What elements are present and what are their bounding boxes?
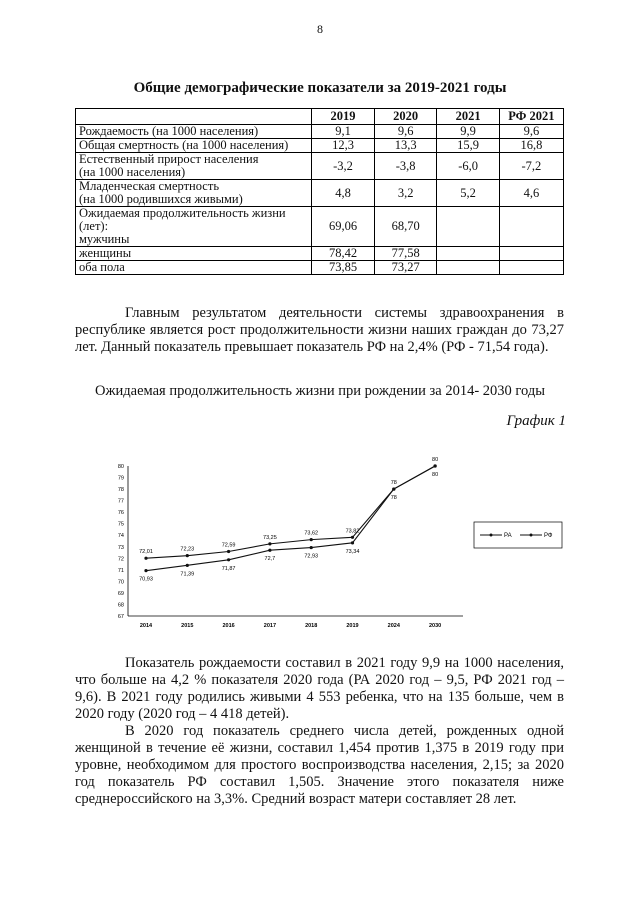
document-title: Общие демографические показатели за 2019-2021 годы bbox=[133, 80, 507, 96]
table-cell: -6,0 bbox=[437, 153, 499, 180]
data-label: 80 bbox=[432, 472, 439, 478]
x-tick-label: 2017 bbox=[263, 623, 277, 629]
data-point bbox=[144, 557, 147, 560]
y-tick-label: 75 bbox=[117, 521, 124, 528]
legend-marker-rf bbox=[530, 534, 533, 537]
data-label: 73,82 bbox=[345, 528, 360, 535]
data-label: 72,93 bbox=[304, 553, 319, 560]
data-label: 71,39 bbox=[180, 571, 195, 578]
row-label bbox=[76, 247, 312, 261]
data-point bbox=[227, 558, 230, 561]
table-row bbox=[76, 139, 564, 153]
x-tick-label: 2019 bbox=[346, 623, 359, 629]
y-tick-label: 77 bbox=[117, 498, 124, 505]
x-tick-labels bbox=[140, 623, 441, 629]
x-tick-label: 2014 bbox=[139, 623, 153, 629]
row-label-line: оба пола bbox=[79, 260, 125, 274]
table-header-cell: 2021 bbox=[437, 109, 499, 125]
paragraph-block bbox=[75, 655, 564, 808]
chart-caption: Ожидаемая продолжительность жизни при рождении за 2014- 2030 годы bbox=[95, 383, 545, 399]
table-cell: 68,70 bbox=[374, 207, 437, 247]
table-header-cell: 2020 bbox=[374, 109, 437, 125]
data-label: 71,87 bbox=[221, 565, 236, 572]
y-tick-label: 72 bbox=[117, 556, 124, 563]
paragraph-fertility: В 2020 год показатель среднего числа детей, рожденных одной женщиной в течение её жизни, составил 1,454 против 1,375 в 2019 году при уровне, необходимом для простого воспроизводства населения, 2,15; за 2020 год показатель РФ составил 1,505. Значение этого показателя ниже среднероссийского на 3,3%. Средний возраст матери составляет 28 лет. bbox=[75, 723, 564, 807]
row-label-line: женщины bbox=[79, 246, 132, 260]
table-row bbox=[76, 247, 564, 261]
data-label: 72,23 bbox=[180, 546, 195, 553]
row-label bbox=[76, 207, 312, 247]
table-row bbox=[76, 153, 564, 180]
row-label-line: (на 1000 родившихся живыми) bbox=[79, 192, 243, 206]
table-cell: -3,8 bbox=[374, 153, 437, 180]
x-tick-label: 2030 bbox=[428, 623, 442, 629]
paragraph-health-result bbox=[75, 305, 564, 356]
row-label bbox=[76, 180, 312, 207]
row-label-line: (лет): bbox=[79, 219, 109, 233]
life-expectancy-chart bbox=[100, 450, 570, 635]
row-label bbox=[76, 139, 312, 153]
y-tick-label: 69 bbox=[117, 590, 124, 597]
table-header-cell: 2019 bbox=[312, 109, 375, 125]
data-label: 72,59 bbox=[221, 542, 236, 549]
y-tick-label: 67 bbox=[117, 614, 124, 620]
data-labels bbox=[139, 457, 438, 583]
table-cell: 13,3 bbox=[374, 139, 437, 153]
table-row bbox=[76, 261, 564, 275]
table-cell: 9,6 bbox=[374, 125, 437, 139]
data-label: 73,62 bbox=[304, 530, 319, 537]
data-point bbox=[186, 554, 189, 557]
y-tick-labels bbox=[118, 464, 124, 620]
row-label bbox=[76, 153, 312, 180]
table-cell: 69,06 bbox=[312, 207, 375, 247]
x-tick-label: 2024 bbox=[387, 623, 400, 629]
data-label: 70,93 bbox=[139, 576, 153, 583]
table-cell: 9,6 bbox=[499, 125, 563, 139]
table-cell bbox=[437, 247, 499, 261]
row-label-line: Ожидаемая продолжительность жизни bbox=[79, 206, 286, 220]
table-row bbox=[76, 207, 564, 247]
data-label: 73,25 bbox=[263, 534, 277, 541]
table-cell: 4,8 bbox=[312, 180, 375, 207]
y-tick-label: 70 bbox=[117, 579, 124, 586]
table-cell bbox=[499, 207, 563, 247]
row-label-line: мужчины bbox=[79, 232, 130, 246]
y-tick-label: 68 bbox=[117, 602, 124, 609]
table-row bbox=[76, 180, 564, 207]
table-row bbox=[76, 125, 564, 139]
table-cell: 5,2 bbox=[437, 180, 499, 207]
data-point bbox=[310, 546, 313, 549]
data-label: 73,34 bbox=[345, 548, 360, 555]
row-label-line: Рождаемость (на 1000 населения) bbox=[79, 124, 259, 138]
graph-label: График 1 bbox=[506, 413, 566, 429]
y-tick-label: 74 bbox=[117, 533, 124, 540]
table-cell: 78,42 bbox=[312, 247, 375, 261]
data-label: 72,7 bbox=[264, 556, 276, 563]
table-header-cell: РФ 2021 bbox=[499, 109, 563, 125]
table-cell: 77,58 bbox=[374, 247, 437, 261]
data-point bbox=[351, 536, 354, 539]
table-cell: 9,9 bbox=[437, 125, 499, 139]
table-cell: 15,9 bbox=[437, 139, 499, 153]
data-point bbox=[268, 542, 271, 545]
data-point bbox=[434, 464, 437, 467]
legend-marker-ra bbox=[490, 534, 493, 537]
table-cell: 4,6 bbox=[499, 180, 563, 207]
table-cell bbox=[499, 247, 563, 261]
data-point bbox=[186, 564, 189, 567]
page-number: 8 bbox=[317, 22, 323, 36]
table-cell: 16,8 bbox=[499, 139, 563, 153]
x-tick-label: 2016 bbox=[222, 623, 235, 629]
legend-label-rf: РФ bbox=[544, 533, 553, 539]
data-label: 80 bbox=[432, 457, 439, 463]
table-cell: 3,2 bbox=[374, 180, 437, 207]
table-cell: 9,1 bbox=[312, 125, 375, 139]
y-tick-label: 80 bbox=[117, 464, 124, 470]
table-cell: -3,2 bbox=[312, 153, 375, 180]
y-tick-label: 79 bbox=[117, 475, 124, 482]
y-tick-label: 76 bbox=[117, 510, 124, 517]
data-point bbox=[310, 538, 313, 541]
row-label-line: Младенческая смертность bbox=[79, 179, 220, 193]
data-label: 78 bbox=[390, 480, 397, 487]
table-header-row bbox=[76, 109, 564, 125]
row-label bbox=[76, 261, 312, 275]
x-tick-label: 2015 bbox=[181, 623, 194, 629]
y-tick-label: 71 bbox=[117, 567, 124, 574]
row-label-line: Естественный прирост населения bbox=[79, 152, 259, 166]
demographic-table bbox=[75, 108, 564, 275]
table-cell: 73,27 bbox=[374, 261, 437, 275]
data-point bbox=[351, 541, 354, 544]
data-point bbox=[144, 569, 147, 572]
y-tick-label: 73 bbox=[117, 544, 124, 551]
paragraph-birth-rate: Показатель рождаемости составил в 2021 году 9,9 на 1000 населения, что больше на 4,2 % показателя 2020 года (РА 2020 год – 9,5, РФ 2021 год –9,6). В 2021 году родились живыми 4 553 ребенка, что на 135 больше, чем в 2020 году (2020 год – 4 418 детей). bbox=[75, 655, 564, 722]
legend bbox=[474, 522, 562, 548]
legend-label-ra: РА bbox=[504, 533, 512, 539]
paragraph-text: Главным результатом деятельности системы здравоохранения в республике является рост продолжительности жизни наших граждан до 73,27 лет. Данный показатель превышает показатель РФ на 2,4% (РФ - 71,54 года). bbox=[75, 305, 564, 355]
table-cell bbox=[499, 261, 563, 275]
row-label bbox=[76, 125, 312, 139]
data-point bbox=[268, 549, 271, 552]
table-cell: 12,3 bbox=[312, 139, 375, 153]
data-label: 72,01 bbox=[139, 549, 153, 556]
table-header-cell bbox=[76, 109, 312, 125]
y-tick-label: 78 bbox=[117, 487, 124, 494]
data-label: 78 bbox=[390, 495, 397, 502]
data-point bbox=[392, 487, 395, 490]
row-label-line: (на 1000 населения) bbox=[79, 165, 186, 179]
data-point bbox=[227, 550, 230, 553]
table-cell: -7,2 bbox=[499, 153, 563, 180]
table-cell bbox=[437, 261, 499, 275]
x-tick-label: 2018 bbox=[305, 623, 318, 629]
row-label-line: Общая смертность (на 1000 населения) bbox=[79, 138, 289, 152]
table-cell: 73,85 bbox=[312, 261, 375, 275]
table-cell bbox=[437, 207, 499, 247]
